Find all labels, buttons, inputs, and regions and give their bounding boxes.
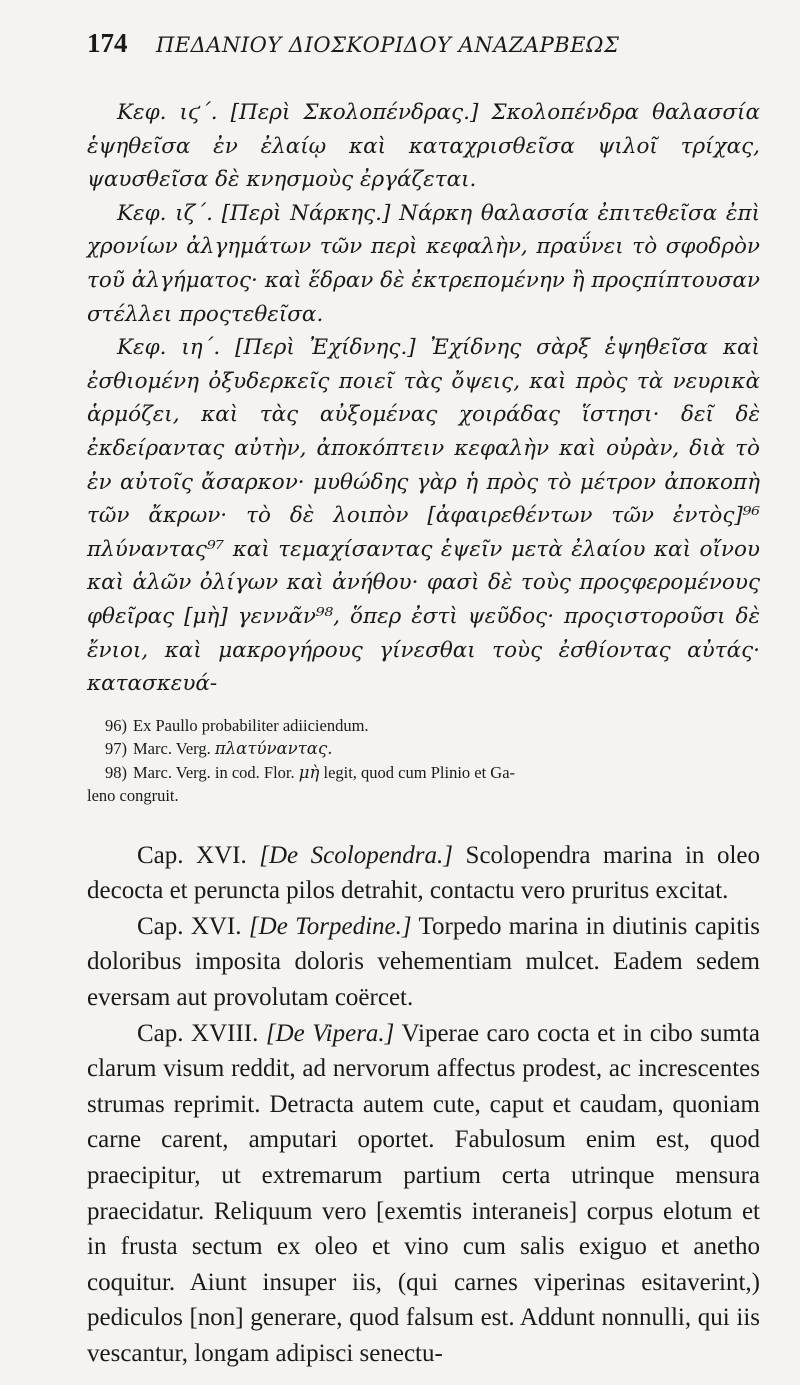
footnote-number: 96) bbox=[105, 715, 127, 735]
page-number: 174 bbox=[87, 28, 128, 58]
footnote-number: 98) bbox=[105, 762, 127, 782]
latin-text bbox=[87, 838, 760, 1372]
chapter-title: [De Vipera.] bbox=[265, 1019, 395, 1047]
latin-paragraph-vipera bbox=[87, 1016, 760, 1372]
chapter-label: Cap. XVI. bbox=[137, 912, 242, 940]
footnote-98 bbox=[87, 761, 760, 808]
footnotes bbox=[87, 714, 760, 808]
footnote-number: 97) bbox=[105, 739, 127, 759]
chapter-body: Scolopendra marina in oleo decocta et peruncta pilos detrahit, contactu vero pruritus excitat. bbox=[87, 841, 760, 905]
footnote-text: Marc. Verg. in cod. Flor. bbox=[133, 762, 299, 782]
running-head: ΠΕΔΑΝΙΟΥ ΔΙΟΣΚΟΡΙΔΟΥ ΑΝΑΖΑΡΒΕΩΣ bbox=[156, 33, 620, 57]
chapter-title: [De Scolopendra.] bbox=[259, 841, 454, 869]
footnote-96 bbox=[105, 714, 760, 738]
greek-text bbox=[87, 96, 760, 701]
footnote-continuation: leno congruit. bbox=[87, 786, 179, 806]
footnote-greek: πλατύναντας. bbox=[214, 739, 333, 759]
chapter-body: Torpedo marina in diutinis capitis doloribus imposita doloris vehementiam mulcet. Eadem sedem eversam aut provolutam coërcet. bbox=[87, 912, 760, 1012]
greek-paragraph-vipera: Κεφ. ιη΄. [Περὶ Ἐχίδνης.] Ἐχίδνης σὰρξ ἑψηθεῖσα καὶ ἐσθιομένη ὀξυδερκεῖς ποιεῖ τὰς ὄψεις, καὶ πρὸς τὰ νευρικὰ ἁρμόζει, καὶ τὰς αὐξομένας χοιράδας ἵστησι· δεῖ δὲ ἐκδείραντας αὐτὴν, ἀποκόπτειν κεφαλὴν καὶ οὐρὰν, διὰ τὸ ἐν αὐτοῖς ἄσαρκον· μυθώδης γὰρ ἡ πρὸς τὸ μέτρον ἀποκοπὴ τῶν ἄκρων· τὸ δὲ λοιπὸν [ἀφαιρεθέντων τῶν ἐντὸς]⁹⁶ πλύναντας⁹⁷ καὶ τεμαχίσαντας ἑψεῖν μετὰ ἐλαίου καὶ οἴνου καὶ ἁλῶν ὀλίγων καὶ ἀνήθου· φασὶ δὲ τοὺς προςφερομένους φθεῖρας [μὴ] γεννᾶν⁹⁸, ὅπερ ἐστὶ ψεῦδος· προςιστοροῦσι δὲ ἔνιοι, καὶ μακρογήρους γίνεσθαι τοὺς ἐσθίοντας αὐτάς· κατασκευά- bbox=[87, 335, 760, 697]
latin-paragraph-scolopendra bbox=[87, 838, 760, 909]
chapter-body: Viperae caro cocta et in cibo sumta clarum visum reddit, ad nervorum affectus prodest, ac increscentes strumas reprimit. Detracta autem cute, caput et caudam, quoniam carne carent, amputari oportet. Fabulosum enim est, quod praecipitur, ut extremarum partium certa utrinque mensura praecidatur. Reliquum vero [exemtis interaneis] corpus elotum et in frusta sectum ex oleo et vino cum salis exiguo et anetho coquitur. Aiunt insuper iis, (qui carnes viperinas esitaverint,) pediculos [non] generare, quod falsum est. Addunt nonnulli, qui iis vescantur, longam adipisci senectu- bbox=[87, 1019, 761, 1367]
chapter-title: [De Torpedine.] bbox=[248, 912, 412, 940]
footnote-greek: μὴ bbox=[298, 762, 320, 782]
footnote-text-2: legit, quod cum Plinio et Ga- bbox=[319, 762, 516, 782]
greek-paragraph-scolopendra: Κεφ. ιϛ΄. [Περὶ Σκολοπένδρας.] Σκολοπένδρα θαλασσία ἑψηθεῖσα ἐν ἐλαίῳ καὶ καταχρισθεῖσα ψιλοῖ τρίχας, ψαυσθεῖσα δὲ κνησμοὺς ἐργάζεται. bbox=[87, 100, 760, 193]
chapter-label: Cap. XVIII. bbox=[137, 1019, 259, 1047]
latin-paragraph-torpedo bbox=[87, 909, 760, 1016]
greek-paragraph-torpedo: Κεφ. ιζ΄. [Περὶ Νάρκης.] Νάρκη θαλασσία ἐπιτεθεῖσα ἐπὶ χρονίων ἀλγημάτων τῶν περὶ κεφαλὴν, πραΰνει τὸ σφοδρὸν τοῦ ἀλγήματος· καὶ ἕδραν δὲ ἐκτρεπομένην ἢ προςπίπτουσαν στέλλει προςτεθεῖσα. bbox=[87, 200, 760, 327]
footnote-text: Ex Paullo probabiliter adiiciendum. bbox=[133, 715, 369, 735]
page-header bbox=[87, 28, 760, 68]
footnote-text: Marc. Verg. bbox=[133, 739, 215, 759]
footnote-97 bbox=[105, 737, 760, 761]
chapter-label: Cap. XVI. bbox=[137, 841, 247, 869]
